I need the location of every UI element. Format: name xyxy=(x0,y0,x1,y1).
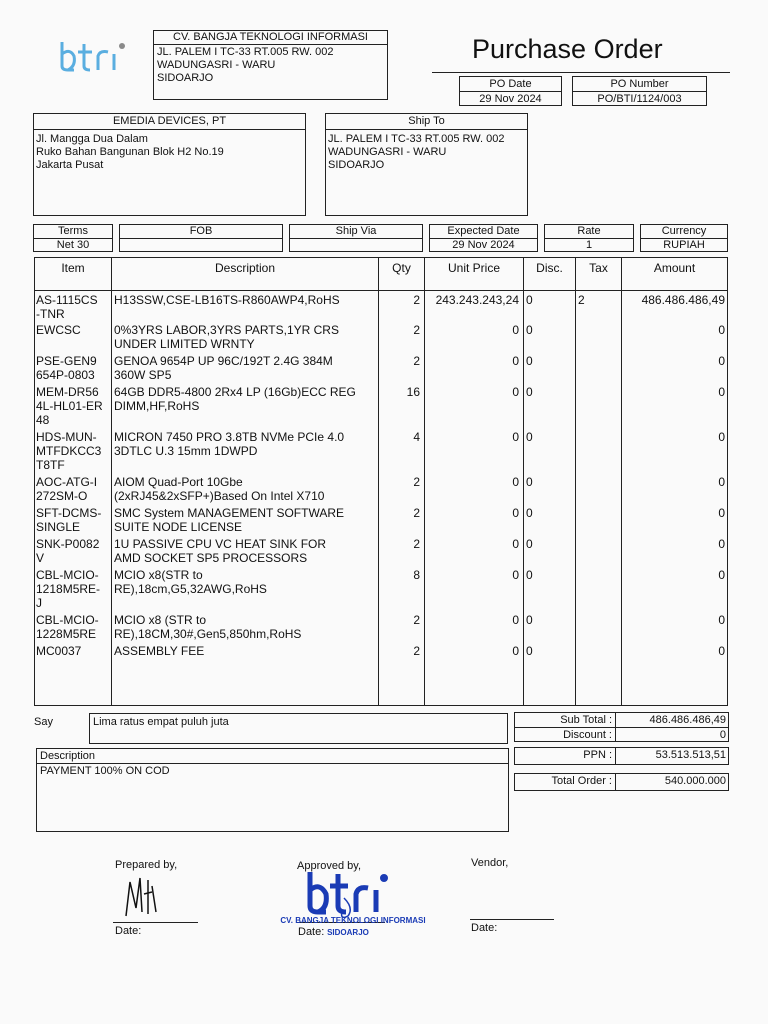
cell-item-line: SNK-P0082 xyxy=(36,537,100,551)
prepared-by-label: Prepared by, xyxy=(115,859,178,871)
header-amount: Amount xyxy=(653,261,696,275)
sub-total-label: Sub Total : xyxy=(560,714,612,726)
cell-unit-price: 0 xyxy=(512,537,519,551)
cell-unit-price: 0 xyxy=(512,385,519,399)
cell-qty: 2 xyxy=(413,613,420,627)
total-order-value: 540.000.000 xyxy=(664,775,726,787)
cell-qty: 2 xyxy=(413,475,420,489)
cell-item xyxy=(36,430,111,472)
cell-disc: 0 xyxy=(526,613,533,627)
header-item: Item xyxy=(61,261,85,275)
stamp-city: SIDOARJO xyxy=(327,928,369,937)
cell-disc: 0 xyxy=(526,506,533,520)
cell-item-line: 1228M5RE xyxy=(36,627,97,641)
cell-item xyxy=(36,506,111,534)
bti-logo-icon xyxy=(58,36,130,76)
expected-date-value: 29 Nov 2024 xyxy=(452,239,515,251)
cell-qty: 2 xyxy=(413,506,420,520)
header-tax: Tax xyxy=(589,261,608,275)
cell-amount: 0 xyxy=(718,475,725,489)
cell-description-line: 360W SP5 xyxy=(114,368,172,382)
cell-disc: 0 xyxy=(526,430,533,444)
cell-item-line: MC0037 xyxy=(36,644,82,658)
company-address-line-1: JL. PALEM I TC-33 RT.005 RW. 002 xyxy=(157,46,334,58)
sub-total-value: 486.486.486,49 xyxy=(649,714,726,726)
cell-description-line: ASSEMBLY FEE xyxy=(114,644,205,658)
say-value: Lima ratus empat puluh juta xyxy=(93,716,229,728)
cell-amount: 0 xyxy=(718,568,725,582)
terms-value: Net 30 xyxy=(56,239,90,251)
cell-item xyxy=(36,475,111,503)
cell-item-line: MTFDKCC3 xyxy=(36,444,102,458)
total-order-box xyxy=(514,773,729,791)
cell-item xyxy=(36,323,111,337)
po-number-value: PO/BTI/1124/003 xyxy=(597,93,682,105)
ship-to-address-line-3: SIDOARJO xyxy=(328,159,385,171)
expected-date-box xyxy=(429,224,538,252)
subtotal-discount-box xyxy=(514,712,729,742)
cell-qty: 16 xyxy=(406,385,420,399)
cell-description-line: UNDER LIMITED WRNTY xyxy=(114,337,255,351)
terms-label: Terms xyxy=(58,225,88,237)
cell-description xyxy=(114,537,376,565)
ship-to-address-line-1: JL. PALEM I TC-33 RT.005 RW. 002 xyxy=(328,133,505,145)
ship-to-box xyxy=(325,113,528,216)
cell-item xyxy=(36,537,111,565)
cell-item xyxy=(36,644,111,658)
cell-description xyxy=(114,475,376,503)
cell-item-line: SFT-DCMS- xyxy=(36,506,102,520)
vendor-box xyxy=(33,113,306,216)
cell-qty: 2 xyxy=(413,537,420,551)
cell-unit-price: 0 xyxy=(512,644,519,658)
ppn-label: PPN : xyxy=(583,749,612,761)
cell-description-line: DIMM,HF,RoHS xyxy=(114,399,200,413)
cell-description xyxy=(114,430,376,458)
cell-description-line: H13SSW,CSE-LB16TS-R860AWP4,RoHS xyxy=(114,293,340,307)
cell-unit-price: 0 xyxy=(512,430,519,444)
ppn-box xyxy=(514,747,729,765)
cell-item-line: MEM-DR56 xyxy=(36,385,99,399)
cell-amount: 0 xyxy=(718,644,725,658)
company-address-line-3: SIDOARJO xyxy=(157,72,214,84)
cell-description-line: RE),18cm,G5,32AWG,RoHS xyxy=(114,582,267,596)
rate-value: 1 xyxy=(585,239,593,251)
cell-disc: 0 xyxy=(526,537,533,551)
total-order-label: Total Order : xyxy=(551,775,612,787)
cell-description-line: RE),18CM,30#,Gen5,850hm,RoHS xyxy=(114,627,302,641)
cell-disc: 0 xyxy=(526,644,533,658)
cell-item xyxy=(36,354,111,382)
stamp-company: CV. BANGJA TEKNOLOGI INFORMASI xyxy=(280,916,426,925)
cell-qty: 4 xyxy=(413,430,420,444)
currency-box xyxy=(640,224,728,252)
description-label: Description xyxy=(40,750,96,762)
cell-item xyxy=(36,568,111,610)
prepared-signature-icon xyxy=(122,872,162,922)
cell-description-line: AMD SOCKET SP5 PROCESSORS xyxy=(114,551,308,565)
cell-disc: 0 xyxy=(526,323,533,337)
cell-disc: 0 xyxy=(526,568,533,582)
cell-item-line: AS-1115CS xyxy=(36,293,98,307)
cell-item-line: 654P-0803 xyxy=(36,368,95,382)
cell-item xyxy=(36,293,111,321)
cell-unit-price: 0 xyxy=(512,506,519,520)
cell-unit-price: 243.243.243,24 xyxy=(435,293,519,307)
say-box xyxy=(89,713,508,744)
terms-box xyxy=(33,224,113,252)
page-title: Purchase Order xyxy=(472,34,663,64)
cell-description xyxy=(114,568,376,596)
cell-amount: 0 xyxy=(718,430,725,444)
say-label: Say xyxy=(34,716,53,728)
cell-unit-price: 0 xyxy=(512,354,519,368)
company-stamp xyxy=(262,868,442,948)
currency-value: RUPIAH xyxy=(663,239,705,251)
company-address-line-2: WADUNGASRI - WARU xyxy=(157,59,276,71)
ship-to-label: Ship To xyxy=(408,115,445,127)
cell-unit-price: 0 xyxy=(512,568,519,582)
rate-box xyxy=(544,224,634,252)
cell-item xyxy=(36,385,111,427)
cell-qty: 2 xyxy=(413,354,420,368)
cell-description-line: GENOA 9654P UP 96C/192T 2.4G 384M xyxy=(114,354,333,368)
fob-box xyxy=(119,224,283,252)
vendor-address-line-1: Jl. Mangga Dua Dalam xyxy=(36,133,148,145)
cell-disc: 0 xyxy=(526,385,533,399)
cell-description-line: SMC System MANAGEMENT SOFTWARE xyxy=(114,506,345,520)
header-disc: Disc. xyxy=(536,261,563,275)
cell-disc: 0 xyxy=(526,293,533,307)
cell-qty: 2 xyxy=(413,293,420,307)
cell-item-line: PSE-GEN9 xyxy=(36,354,97,368)
cell-item-line: SINGLE xyxy=(36,520,81,534)
ship-via-label: Ship Via xyxy=(335,225,377,237)
cell-item-line: V xyxy=(36,551,45,565)
cell-description xyxy=(114,323,376,351)
company-name: CV. BANGJA TEKNOLOGI INFORMASI xyxy=(173,31,368,43)
cell-description-line: 64GB DDR5-4800 2Rx4 LP (16Gb)ECC REG xyxy=(114,385,356,399)
cell-description-line: SUITE NODE LICENSE xyxy=(114,520,243,534)
header-description: Description xyxy=(214,261,276,275)
cell-description-line: (2xRJ45&2xSFP+)Based On Intel X710 xyxy=(114,489,325,503)
cell-description-line: MICRON 7450 PRO 3.8TB NVMe PCIe 4.0 xyxy=(114,430,345,444)
cell-qty: 8 xyxy=(413,568,420,582)
po-date-label: PO Date xyxy=(489,78,532,90)
ship-via-box xyxy=(289,224,423,252)
cell-description-line: MCIO x8 (STR to xyxy=(114,613,207,627)
cell-item-line: T8TF xyxy=(36,458,65,472)
cell-item-line: AOC-ATG-I xyxy=(36,475,98,489)
currency-label: Currency xyxy=(661,225,707,237)
header-qty: Qty xyxy=(392,261,411,275)
company-logo xyxy=(58,36,130,76)
vendor-address-line-3: Jakarta Pusat xyxy=(36,159,104,171)
cell-amount: 0 xyxy=(718,537,725,551)
po-date-value: 29 Nov 2024 xyxy=(479,93,542,105)
cell-item-line: 4L-HL01-ER xyxy=(36,399,103,413)
cell-description xyxy=(114,506,376,534)
ship-to-address-line-2: WADUNGASRI - WARU xyxy=(328,146,447,158)
cell-item-line: CBL-MCIO- xyxy=(36,613,99,627)
cell-item-line: 272SM-O xyxy=(36,489,88,503)
po-date-box xyxy=(459,76,562,106)
cell-amount: 0 xyxy=(718,613,725,627)
vendor-date-label: Date: xyxy=(471,922,498,934)
cell-amount: 0 xyxy=(718,385,725,399)
cell-description xyxy=(114,354,376,382)
cell-amount: 0 xyxy=(718,506,725,520)
cell-item-line: EWCSC xyxy=(36,323,81,337)
company-box xyxy=(153,30,388,100)
rate-label: Rate xyxy=(577,225,601,237)
cell-disc: 0 xyxy=(526,354,533,368)
cell-description-line: 1U PASSIVE CPU VC HEAT SINK FOR xyxy=(114,537,327,551)
discount-value: 0 xyxy=(719,729,726,741)
approved-date-label: Date: xyxy=(298,926,325,938)
fob-label: FOB xyxy=(189,225,213,237)
cell-item-line: -TNR xyxy=(36,307,65,321)
vendor-sign-label: Vendor, xyxy=(471,857,509,869)
cell-amount: 0 xyxy=(718,354,725,368)
cell-qty: 2 xyxy=(413,644,420,658)
prepared-date-label: Date: xyxy=(115,925,142,937)
header-unit-price: Unit Price xyxy=(447,261,500,275)
cell-unit-price: 0 xyxy=(512,323,519,337)
items-table xyxy=(34,257,728,706)
cell-description-line: 3DTLC U.3 15mm 1DWPD xyxy=(114,444,258,458)
po-number-label: PO Number xyxy=(610,78,669,90)
ppn-value: 53.513.513,51 xyxy=(655,749,726,761)
cell-description xyxy=(114,385,376,413)
cell-description xyxy=(114,293,376,307)
cell-unit-price: 0 xyxy=(512,475,519,489)
cell-description xyxy=(114,613,376,641)
cell-item-line: 48 xyxy=(36,413,50,427)
cell-amount: 486.486.486,49 xyxy=(641,293,725,307)
cell-item-line: CBL-MCIO- xyxy=(36,568,99,582)
cell-amount: 0 xyxy=(718,323,725,337)
stamp-logo-icon xyxy=(304,868,394,918)
cell-description-line: MCIO x8(STR to xyxy=(114,568,203,582)
po-number-box xyxy=(572,76,707,106)
description-box xyxy=(36,748,509,832)
description-value: PAYMENT 100% ON COD xyxy=(40,765,170,777)
vendor-address-line-2: Ruko Bahan Bangunan Blok H2 No.19 xyxy=(36,146,224,158)
cell-description-line: 0%3YRS LABOR,3YRS PARTS,1YR CRS xyxy=(114,323,339,337)
approved-by-label: Approved by, xyxy=(297,860,362,872)
cell-item-line: J xyxy=(36,596,42,610)
cell-qty: 2 xyxy=(413,323,420,337)
cell-disc: 0 xyxy=(526,475,533,489)
cell-tax: 2 xyxy=(578,293,585,307)
cell-unit-price: 0 xyxy=(512,613,519,627)
cell-item-line: 1218M5RE- xyxy=(36,582,101,596)
expected-date-label: Expected Date xyxy=(447,225,520,237)
cell-description-line: AIOM Quad-Port 10Gbe xyxy=(114,475,243,489)
cell-item-line: HDS-MUN- xyxy=(36,430,97,444)
vendor-name: EMEDIA DEVICES, PT xyxy=(112,115,227,127)
discount-label: Discount : xyxy=(563,729,612,741)
cell-item xyxy=(36,613,111,641)
cell-description xyxy=(114,644,376,658)
